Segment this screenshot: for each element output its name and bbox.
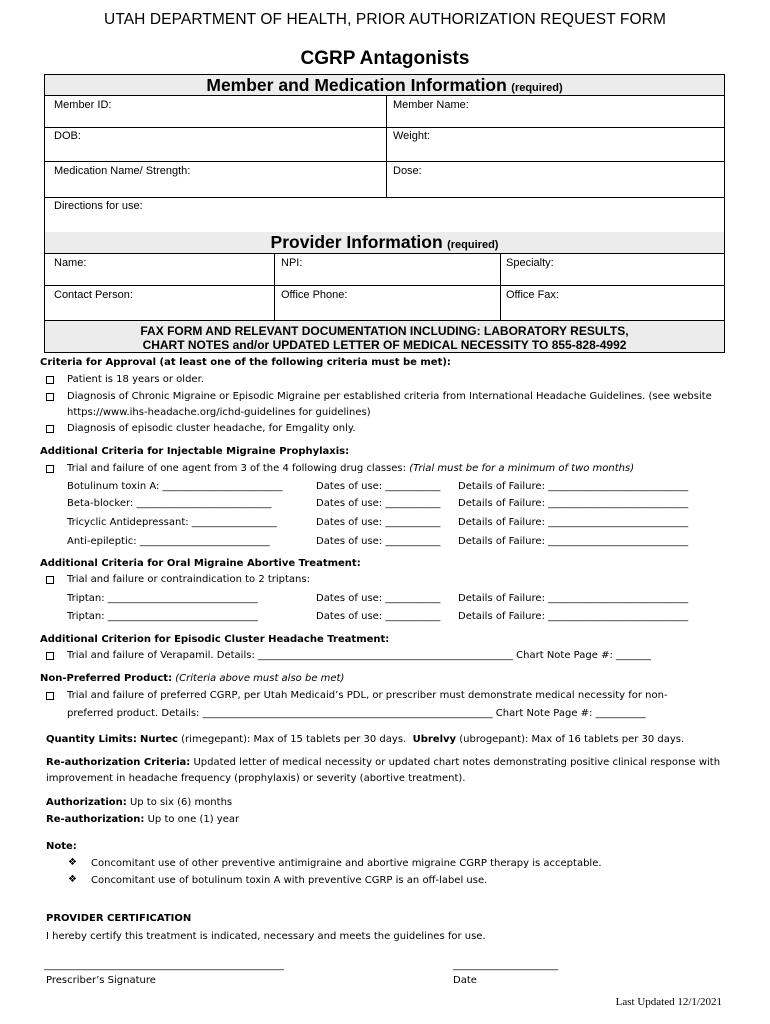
tca-field[interactable]: Tricyclic Antidepressant: _________________ <box>67 517 277 528</box>
npi-field[interactable]: NPI: <box>281 257 303 269</box>
dose-field[interactable]: Dose: <box>393 165 422 177</box>
fax-notice-line1: FAX FORM AND RELEVANT DOCUMENTATION INCLUDING: LABORATORY RESULTS, <box>140 324 629 338</box>
triptan-1-details-field[interactable]: Details of Failure: ____________________________ <box>458 593 689 604</box>
injectable-heading: Additional Criteria for Injectable Migraine Prophylaxis: <box>40 446 350 457</box>
checkbox-verapamil[interactable] <box>46 651 54 662</box>
checkbox-cluster[interactable] <box>46 424 54 435</box>
note-item: Concomitant use of botulinum toxin A with preventive CGRP is an off-label use. <box>91 875 488 886</box>
reauth-criteria-line2: improvement in headache frequency (prophylaxis) or severity (abortive treatment). <box>46 773 466 784</box>
botox-field[interactable]: Botulinum toxin A: ________________________ <box>67 481 283 492</box>
oral-trial: Trial and failure or contraindication to 2 triptans: <box>67 574 310 585</box>
botox-details-field[interactable]: Details of Failure: ____________________________ <box>458 481 689 492</box>
fax-notice-line2: CHART NOTES and/or UPDATED LETTER OF MEDICAL NECESSITY TO 855-828-4992 <box>142 338 627 352</box>
triptan-1-field[interactable]: Triptan: ______________________________ <box>67 593 258 604</box>
provider-section <box>44 232 725 321</box>
criteria-heading: Criteria for Approval (at least one of the following criteria must be met): <box>40 357 451 368</box>
oral-heading: Additional Criteria for Oral Migraine Abortive Treatment: <box>40 558 361 569</box>
reauthorization-period: Re-authorization: Up to one (1) year <box>46 814 240 825</box>
criteria-item: Diagnosis of episodic cluster headache, for Emgality only. <box>67 423 356 434</box>
triptan-2-dates-field[interactable]: Dates of use: ___________ <box>316 611 441 622</box>
tca-dates-field[interactable]: Dates of use: ___________ <box>316 517 441 528</box>
fax-notice <box>44 320 725 353</box>
member-id-field[interactable]: Member ID: <box>54 99 112 111</box>
signature-label: Prescriber’s Signature <box>46 975 156 986</box>
certification-heading: PROVIDER CERTIFICATION <box>46 913 192 924</box>
medication-field[interactable]: Medication Name/ Strength: <box>54 165 191 177</box>
checkbox-age[interactable] <box>46 375 54 386</box>
reauth-criteria: Re-authorization Criteria: Updated letter of medical necessity or updated chart notes demonstrating positive clinical response with <box>46 757 721 768</box>
checkbox-nonpreferred[interactable] <box>46 691 54 702</box>
note-label: Note: <box>46 841 77 852</box>
verapamil-field[interactable]: Trial and failure of Verapamil. Details: ___________________________________________________ Chart Note Page #: _______ <box>67 650 651 661</box>
certification-text: I hereby certify this treatment is indicated, necessary and meets the guidelines for use. <box>46 931 486 942</box>
note-item: Concomitant use of other preventive antimigraine and abortive migraine CGRP therapy is acceptable. <box>91 858 602 869</box>
checkbox-diagnosis-migraine[interactable] <box>46 392 54 403</box>
department-title: UTAH DEPARTMENT OF HEALTH, PRIOR AUTHORIZATION REQUEST FORM <box>104 11 666 28</box>
specialty-field[interactable]: Specialty: <box>506 257 554 269</box>
date-label: Date <box>453 975 477 986</box>
beta-blocker-details-field[interactable]: Details of Failure: ____________________________ <box>458 498 689 509</box>
antiepileptic-field[interactable]: Anti-epileptic: __________________________ <box>67 536 270 547</box>
triptan-1-dates-field[interactable]: Dates of use: ___________ <box>316 593 441 604</box>
criteria-item-link: https://www.ihs-headache.org/ichd-guidelines for guidelines) <box>67 407 371 418</box>
contact-person-field[interactable]: Contact Person: <box>54 289 133 301</box>
office-fax-field[interactable]: Office Fax: <box>506 289 559 301</box>
member-heading-bar <box>45 75 724 96</box>
provider-required: (required) <box>447 239 499 251</box>
provider-name-field[interactable]: Name: <box>54 257 87 269</box>
cluster-heading: Additional Criterion for Episodic Cluster Headache Treatment: <box>40 634 390 645</box>
quantity-limits: Quantity Limits: Nurtec (rimegepant): Max of 15 tablets per 30 days. Ubrelvy (ubrogepant): Max of 16 tablets per 30 days. <box>46 734 685 745</box>
antiepileptic-details-field[interactable]: Details of Failure: ____________________________ <box>458 536 689 547</box>
injectable-trial-note: (Trial must be for a minimum of two months) <box>409 463 635 474</box>
antiepileptic-dates-field[interactable]: Dates of use: ___________ <box>316 536 441 547</box>
nonpreferred-text: Trial and failure of preferred CGRP, per Utah Medicaid’s PDL, or prescriber must demonstrate medical necessity for non- <box>67 690 668 701</box>
tca-details-field[interactable]: Details of Failure: ____________________________ <box>458 517 689 528</box>
checkbox-oral-trial[interactable] <box>46 575 54 586</box>
date-line[interactable]: _____________________ <box>453 960 558 971</box>
last-updated: Last Updated 12/1/2021 <box>615 996 722 1008</box>
authorization-period: Authorization: Up to six (6) months <box>46 797 233 808</box>
criteria-item: Patient is 18 years or older. <box>67 374 204 385</box>
weight-field[interactable]: Weight: <box>393 130 431 142</box>
dob-field[interactable]: DOB: <box>54 130 81 142</box>
directions-field[interactable]: Directions for use: <box>54 200 143 212</box>
nonpreferred-heading: Non-Preferred Product: <box>40 673 173 684</box>
beta-blocker-field[interactable]: Beta-blocker: ___________________________ <box>67 498 272 509</box>
injectable-trial: Trial and failure of one agent from 3 of the 4 following drug classes: (Trial must be for a minimum of two months) <box>67 463 635 474</box>
member-section <box>44 74 725 233</box>
member-heading: Member and Medication Information <box>206 75 507 95</box>
ubrelvy-label: Ubrelvy <box>412 734 457 745</box>
office-phone-field[interactable]: Office Phone: <box>281 289 348 301</box>
note-bullet-icon: ❖ <box>68 874 77 885</box>
provider-heading: Provider Information <box>270 232 443 252</box>
checkbox-injectable-trial[interactable] <box>46 464 54 475</box>
triptan-2-field[interactable]: Triptan: ______________________________ <box>67 611 258 622</box>
member-name-field[interactable]: Member Name: <box>393 99 469 111</box>
beta-blocker-dates-field[interactable]: Dates of use: ___________ <box>316 498 441 509</box>
triptan-2-details-field[interactable]: Details of Failure: ____________________________ <box>458 611 689 622</box>
criteria-item: Diagnosis of Chronic Migraine or Episodic Migraine per established criteria from International Headache Guidelines. (see website <box>67 391 712 402</box>
signature-line[interactable]: ________________________________________________ <box>44 960 284 971</box>
nurtec-label: Nurtec <box>140 734 178 745</box>
nonpreferred-note: (Criteria above must also be met) <box>175 673 345 684</box>
nonpreferred-heading-line <box>40 673 344 684</box>
nonpreferred-details-field[interactable]: preferred product. Details: __________________________________________________________ Chart Note Page #: __________ <box>67 708 646 719</box>
botox-dates-field[interactable]: Dates of use: ___________ <box>316 481 441 492</box>
form-title: CGRP Antagonists <box>300 48 470 69</box>
note-bullet-icon: ❖ <box>68 857 77 868</box>
member-required: (required) <box>511 82 563 94</box>
provider-heading-bar <box>45 232 724 254</box>
